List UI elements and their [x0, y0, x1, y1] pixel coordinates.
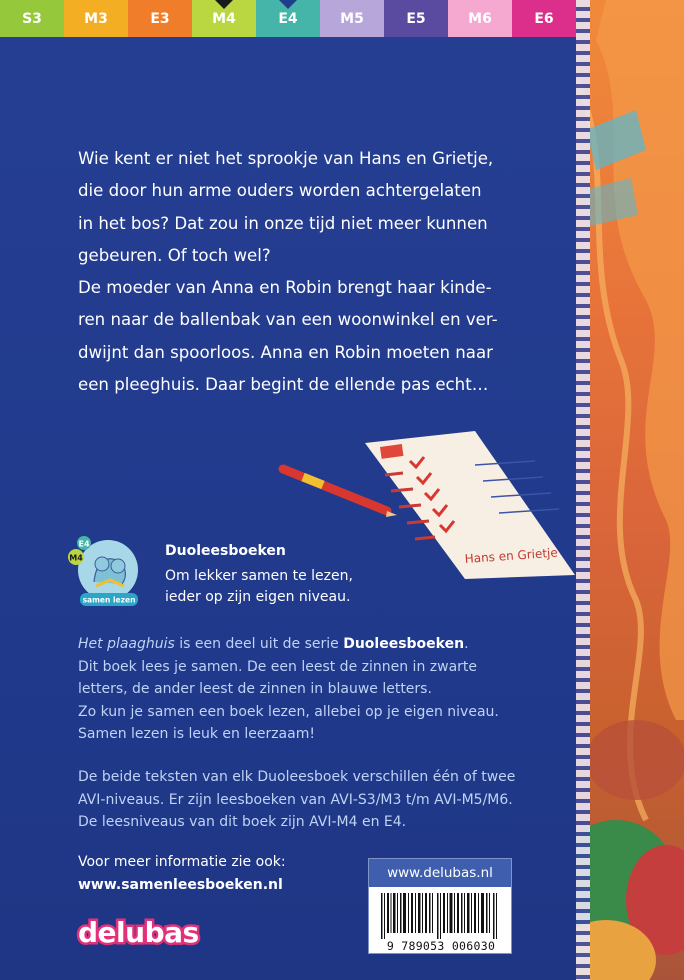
level-label: S3: [22, 10, 42, 27]
level-label: M5: [340, 10, 364, 27]
more-info-label: Voor meer informatie zie ook:: [78, 854, 286, 870]
info-text: is een deel uit de serie: [174, 636, 344, 652]
publisher-website[interactable]: www.delubas.nl: [369, 859, 511, 887]
level-marker-icon: [279, 0, 297, 9]
series-info-line: letters, de ander leest de zinnen in blauwe letters.: [78, 681, 432, 697]
blurb-line: De moeder van Anna en Robin brengt haar kinde-: [78, 278, 492, 298]
series-info: [78, 633, 499, 746]
striped-fabric: [576, 0, 590, 980]
series-subtitle-line: Om lekker samen te lezen,: [165, 568, 353, 584]
hair-illustration: [576, 0, 684, 980]
blurb-line: Wie kent er niet het sprookje van Hans en Grietje,: [78, 149, 494, 168]
barcode-icon: [381, 893, 501, 939]
note-handwriting: Hans en Grietje: [464, 545, 559, 566]
series-title: Duoleesboeken: [165, 543, 286, 559]
blurb-line: ren naar de ballenbak van een woonwinkel en ver-: [78, 310, 498, 330]
blurb-line: een pleeghuis. Daar begint de ellende pas echt…: [78, 375, 489, 395]
blurb-line: die door hun arme ouders worden achtergelaten: [78, 181, 482, 201]
barcode-box: [368, 858, 512, 954]
blurb-line: gebeuren. Of toch wel?: [78, 245, 271, 265]
avi-line: AVI-niveaus. Er zijn leesboeken van AVI-S3/M3 t/m AVI-M5/M6.: [78, 791, 513, 808]
more-info-link[interactable]: www.samenleesboeken.nl: [78, 877, 283, 893]
blurb-line: dwijnt dan spoorloos. Anna en Robin moeten naar: [78, 342, 493, 362]
level-label: M4: [212, 10, 236, 27]
blurb-text: [78, 143, 523, 401]
samen-lezen-badge: [66, 536, 144, 608]
series-subtitle-line: ieder op zijn eigen niveau.: [165, 588, 351, 605]
avi-levels-info: [78, 766, 515, 834]
level-label: E4: [278, 10, 298, 27]
level-marker-icon: [215, 0, 233, 9]
isbn-number: 9 789053 006030: [386, 939, 496, 953]
badge-level-bottom: M4: [69, 553, 83, 563]
level-label: E6: [534, 10, 554, 27]
pen-and-note-illustration: [275, 425, 575, 585]
series-info-line: Dit boek lees je samen. De een leest de zinnen in zwarte: [78, 658, 478, 675]
series-info-line: [78, 633, 499, 656]
series-subtitle: [165, 566, 353, 607]
checklist-note-icon: [365, 431, 575, 579]
level-tab-e6: [512, 0, 576, 37]
cover-illustration: [576, 0, 684, 980]
level-tab-s3: [0, 0, 64, 37]
info-text: .: [464, 636, 469, 652]
publisher-logo: [76, 910, 216, 954]
badge-level-top: E4: [78, 539, 90, 549]
level-label: E5: [406, 10, 426, 27]
book-title: Het plaaghuis: [78, 636, 175, 652]
level-tab-e4: [256, 0, 320, 37]
avi-line: De leesniveaus van dit boek zijn AVI-M4 en E4.: [78, 814, 407, 830]
level-tab-e5: [384, 0, 448, 37]
level-tab-e3: [128, 0, 192, 37]
badge-caption: samen lezen: [82, 595, 136, 605]
level-tab-m4: [192, 0, 256, 37]
level-label: M3: [84, 10, 108, 27]
more-info: [78, 851, 286, 897]
level-tab-m5: [320, 0, 384, 37]
blurb-line: in het bos? Dat zou in onze tijd niet meer kunnen: [78, 213, 488, 233]
level-tab-m3: [64, 0, 128, 37]
svg-text:delubas: delubas: [78, 916, 199, 949]
avi-line: De beide teksten van elk Duoleesboek verschillen één of twee: [78, 769, 516, 785]
pen-icon: [283, 469, 397, 517]
series-info-line: Samen lezen is leuk en leerzaam!: [78, 726, 315, 742]
level-tab-m6: [448, 0, 512, 37]
level-label: M6: [468, 10, 492, 27]
level-label: E3: [150, 10, 170, 27]
series-info-line: Zo kun je samen een boek lezen, allebei op je eigen niveau.: [78, 703, 499, 720]
level-tabs: [0, 0, 576, 37]
series-name: Duoleesboeken: [343, 636, 465, 652]
